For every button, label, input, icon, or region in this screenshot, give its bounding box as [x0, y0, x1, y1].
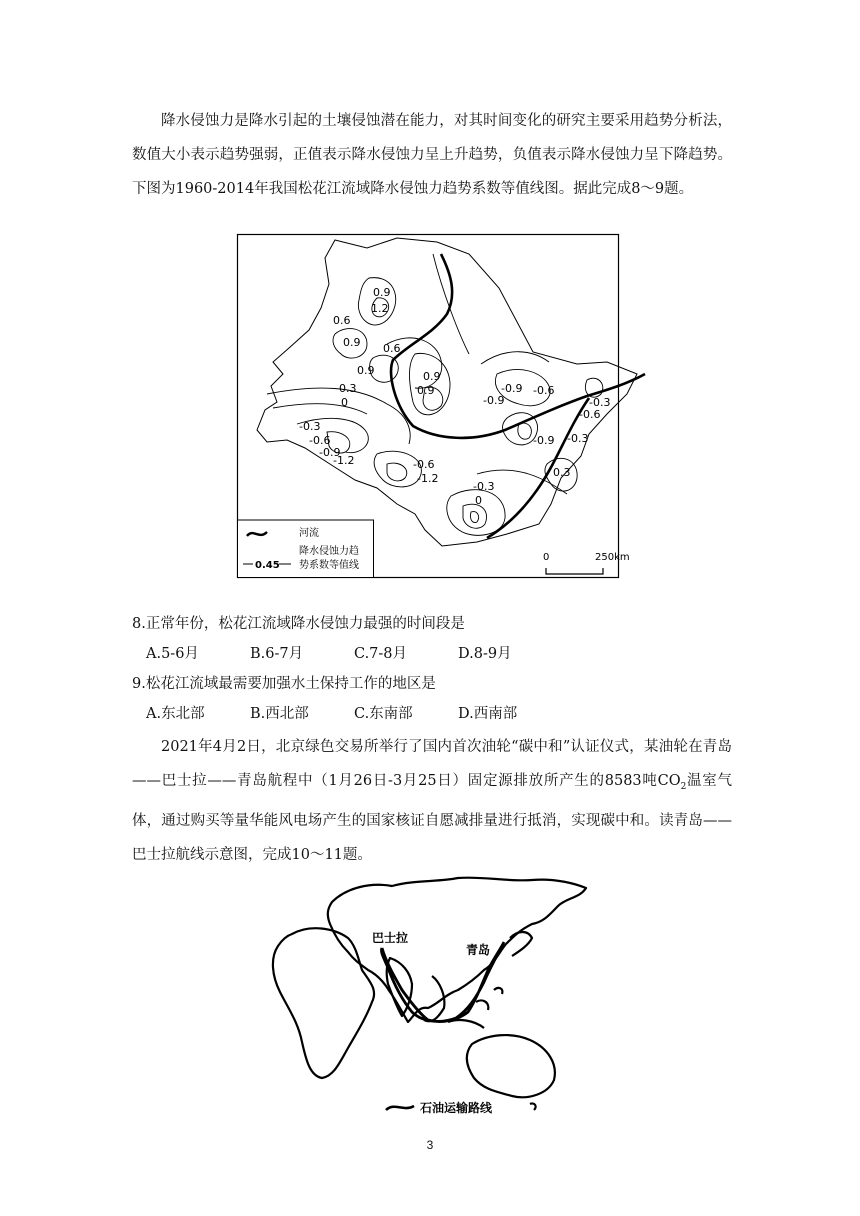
route-legend-icon [386, 1106, 414, 1110]
contour-map-svg [237, 234, 630, 578]
islands-outline [448, 988, 502, 1028]
eurasia-outline [328, 878, 586, 1022]
contour-label: -0.9 [483, 394, 505, 407]
legend-river-label: 河流 [299, 528, 319, 539]
contour-label: 0.3 [339, 382, 357, 395]
intro-8-9: 降水侵蚀力是降水引起的土壤侵蚀潜在能力，对其时间变化的研究主要采用趋势分析法，数值大小表示趋势强弱，正值表示降水侵蚀力呈上升趋势，负值表示降水侵蚀力呈下降趋势。下图为1960-2014年我国松花江流域降水侵蚀力趋势系数等值线图。据此完成8～9题。 [132, 113, 732, 197]
route-map [262, 872, 592, 1120]
contour-label: -0.3 [589, 396, 611, 409]
q9-option-c[interactable]: C.东南部 [354, 706, 413, 722]
contour-label: 0.6 [333, 314, 351, 327]
intro-10-11-part1: 2021年4月2日，北京绿色交易所举行了国内首次油轮“碳中和”认证仪式，某油轮在青岛——巴士拉——青岛航程中（1月26日-3月25日）固定源排放所产生的8583吨CO [132, 739, 732, 789]
map1-legend [238, 520, 374, 578]
page-number: 3 [426, 1138, 434, 1152]
contour-label: 0.9 [423, 370, 441, 383]
contour-label: -1.2 [333, 454, 355, 467]
legend-isoline-label-1: 降水侵蚀力趋 [299, 546, 359, 557]
question-8-options [146, 642, 562, 663]
contour-map [237, 234, 630, 578]
contour-label: -0.6 [413, 458, 435, 471]
intro-10-11-part2: 温室气体，通过购买等量华能风电场产生的国家核证自愿减排量进行抵消，实现碳中和。读青岛——巴士拉航线示意图，完成10～11题。 [132, 773, 733, 863]
contour-label: 0 [341, 396, 348, 409]
intro-10-11 [132, 730, 732, 872]
basra-label: 巴士拉 [372, 931, 409, 945]
contour-label: 0 [475, 494, 482, 507]
contour-label: -1.2 [417, 472, 439, 485]
australia-outline [467, 1035, 555, 1097]
contour-label: -0.6 [579, 408, 601, 421]
contour-label: -0.6 [533, 384, 555, 397]
contour-label: 0.9 [373, 286, 391, 299]
scale-zero: 0 [543, 552, 550, 563]
africa-outline [273, 928, 374, 1078]
legend-value: 0.45 [255, 560, 280, 571]
legend-isoline-label-2: 势系数等值线 [299, 560, 359, 571]
contour-label: -0.9 [501, 382, 523, 395]
contour-label: 0.6 [383, 342, 401, 355]
contour-label: -0.3 [567, 432, 589, 445]
contour-label: -0.9 [319, 446, 341, 459]
scale-end: 250km [595, 552, 630, 563]
q8-option-b[interactable]: B.6-7月 [250, 646, 304, 662]
contour-label: -0.9 [533, 434, 555, 447]
question-9-stem: 9.松花江流域最需要加强水土保持工作的地区是 [132, 676, 436, 692]
qingdao-label: 青岛 [466, 943, 491, 957]
contour-label: -0.3 [473, 480, 495, 493]
contour-label: 1.2 [371, 302, 389, 315]
contour-label: 0.3 [553, 466, 571, 479]
question-8-stem: 8.正常年份，松花江流域降水侵蚀力最强的时间段是 [132, 616, 465, 632]
contour-label: 0.9 [417, 384, 435, 397]
contour-label: 0.9 [343, 336, 361, 349]
route-legend-label: 石油运输路线 [420, 1101, 493, 1115]
contour-label: -0.3 [299, 420, 321, 433]
contour-label: -0.6 [309, 434, 331, 447]
q9-option-a[interactable]: A.东北部 [146, 706, 205, 722]
tasmania-outline [530, 1103, 536, 1110]
q8-option-a[interactable]: A.5-6月 [146, 646, 199, 662]
japan-outline [510, 932, 532, 956]
route-map-svg [262, 872, 592, 1120]
co2-subscript: 2 [680, 781, 687, 792]
q8-option-d[interactable]: D.8-9月 [458, 646, 512, 662]
q9-option-d[interactable]: D.西南部 [458, 706, 518, 722]
q9-option-b[interactable]: B.西北部 [250, 706, 309, 722]
q8-option-c[interactable]: C.7-8月 [354, 646, 408, 662]
contour-label: 0.9 [357, 364, 375, 377]
question-9-options [146, 702, 562, 723]
